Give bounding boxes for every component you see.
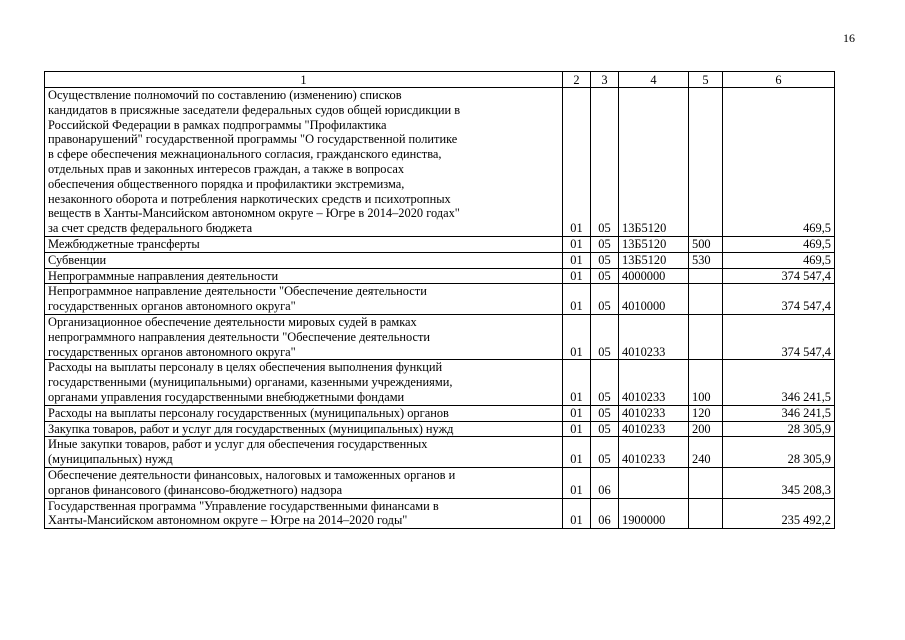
table-row: [45, 268, 835, 284]
row-target-article: 4010233: [619, 314, 689, 359]
row-amount: 374 547,4: [723, 284, 835, 315]
row-amount: 28 305,9: [723, 437, 835, 468]
row-subsection: 05: [591, 421, 619, 437]
row-expense-type: 100: [689, 360, 723, 405]
row-name: Непрограммное направление деятельности "Обеспечение деятельности государственных органов автономного округа": [45, 284, 563, 315]
row-expense-type: 240: [689, 437, 723, 468]
row-name: Организационное обеспечение деятельности мировых судей в рамках непрограммного направления деятельности "Обеспечение деятельности государственных органов автономного округа": [45, 314, 563, 359]
row-section: 01: [563, 467, 591, 498]
row-name: Осуществление полномочий по составлению (изменению) списков кандидатов в присяжные заседатели федеральных судов общей юрисдикции в Российской Федерации в рамках подпрограммы "Профилактика правонарушений" государственной программы "О государственной политике в сфере обеспечения межнационального согласия, гражданского единства, отдельных прав и законных интересов граждан, а также в вопросах обеспечения общественного порядка и профилактики экстремизма, незаконного оборота и потребления наркотических средств и психотропных веществ в Ханты-Мансийском автономном округе – Югре в 2014–2020 годах" за счет средств федерального бюджета: [45, 88, 563, 237]
row-section: 01: [563, 268, 591, 284]
row-target-article: 4000000: [619, 268, 689, 284]
row-section: 01: [563, 236, 591, 252]
row-expense-type: [689, 467, 723, 498]
budget-table: [44, 71, 835, 529]
header-col-2: 2: [563, 72, 591, 88]
row-subsection: 05: [591, 252, 619, 268]
row-target-article: 13Б5120: [619, 88, 689, 237]
row-section: 01: [563, 405, 591, 421]
row-section: 01: [563, 437, 591, 468]
table-header: [45, 72, 835, 88]
row-expense-type: 120: [689, 405, 723, 421]
row-amount: 345 208,3: [723, 467, 835, 498]
row-subsection: 05: [591, 360, 619, 405]
row-subsection: 06: [591, 467, 619, 498]
row-target-article: 4010233: [619, 405, 689, 421]
row-subsection: 05: [591, 268, 619, 284]
row-amount: 346 241,5: [723, 360, 835, 405]
row-expense-type: 530: [689, 252, 723, 268]
row-target-article: 4010233: [619, 421, 689, 437]
row-amount: 28 305,9: [723, 421, 835, 437]
row-subsection: 05: [591, 236, 619, 252]
row-expense-type: 200: [689, 421, 723, 437]
row-amount: 469,5: [723, 236, 835, 252]
row-name: Расходы на выплаты персоналу государственных (муниципальных) органов: [45, 405, 563, 421]
row-amount: 374 547,4: [723, 268, 835, 284]
row-section: 01: [563, 252, 591, 268]
row-target-article: 1900000: [619, 498, 689, 529]
row-name: Закупка товаров, работ и услуг для государственных (муниципальных) нужд: [45, 421, 563, 437]
row-expense-type: [689, 268, 723, 284]
row-expense-type: [689, 88, 723, 237]
row-target-article: [619, 467, 689, 498]
header-col-6: 6: [723, 72, 835, 88]
row-target-article: 4010000: [619, 284, 689, 315]
row-name: Межбюджетные трансферты: [45, 236, 563, 252]
row-section: 01: [563, 498, 591, 529]
row-subsection: 05: [591, 437, 619, 468]
header-col-3: 3: [591, 72, 619, 88]
header-col-4: 4: [619, 72, 689, 88]
row-subsection: 05: [591, 88, 619, 237]
row-section: 01: [563, 360, 591, 405]
row-target-article: 4010233: [619, 360, 689, 405]
row-amount: 469,5: [723, 88, 835, 237]
row-name: Субвенции: [45, 252, 563, 268]
row-target-article: 13Б5120: [619, 236, 689, 252]
table-row: [45, 405, 835, 421]
table-body: [45, 88, 835, 529]
header-col-5: 5: [689, 72, 723, 88]
page-number: 16: [843, 31, 855, 45]
table-row: [45, 314, 835, 359]
table-row: [45, 252, 835, 268]
row-expense-type: [689, 314, 723, 359]
row-amount: 235 492,2: [723, 498, 835, 529]
row-name: Расходы на выплаты персоналу в целях обеспечения выполнения функций государственными (муниципальными) органами, казенными учреждениями, органами управления государственными внебюджетными фондами: [45, 360, 563, 405]
row-section: 01: [563, 421, 591, 437]
row-name: Иные закупки товаров, работ и услуг для обеспечения государственных (муниципальных) нужд: [45, 437, 563, 468]
row-expense-type: [689, 498, 723, 529]
table-row: [45, 421, 835, 437]
row-subsection: 05: [591, 405, 619, 421]
header-col-1: 1: [45, 72, 563, 88]
row-subsection: 05: [591, 314, 619, 359]
row-section: 01: [563, 88, 591, 237]
table-row: [45, 498, 835, 529]
table-row: [45, 360, 835, 405]
row-name: Государственная программа "Управление государственными финансами в Ханты-Мансийском автономном округе – Югре на 2014–2020 годы": [45, 498, 563, 529]
row-expense-type: [689, 284, 723, 315]
table-row: [45, 88, 835, 237]
row-amount: 374 547,4: [723, 314, 835, 359]
row-subsection: 06: [591, 498, 619, 529]
table-row: [45, 437, 835, 468]
row-expense-type: 500: [689, 236, 723, 252]
row-target-article: 4010233: [619, 437, 689, 468]
table-row: [45, 284, 835, 315]
row-section: 01: [563, 314, 591, 359]
table-row: [45, 236, 835, 252]
row-amount: 346 241,5: [723, 405, 835, 421]
row-name: Обеспечение деятельности финансовых, налоговых и таможенных органов и органов финансового (финансово-бюджетного) надзора: [45, 467, 563, 498]
row-subsection: 05: [591, 284, 619, 315]
row-name: Непрограммные направления деятельности: [45, 268, 563, 284]
row-target-article: 13Б5120: [619, 252, 689, 268]
table-row: [45, 467, 835, 498]
row-section: 01: [563, 284, 591, 315]
row-amount: 469,5: [723, 252, 835, 268]
header-row: [45, 72, 835, 88]
